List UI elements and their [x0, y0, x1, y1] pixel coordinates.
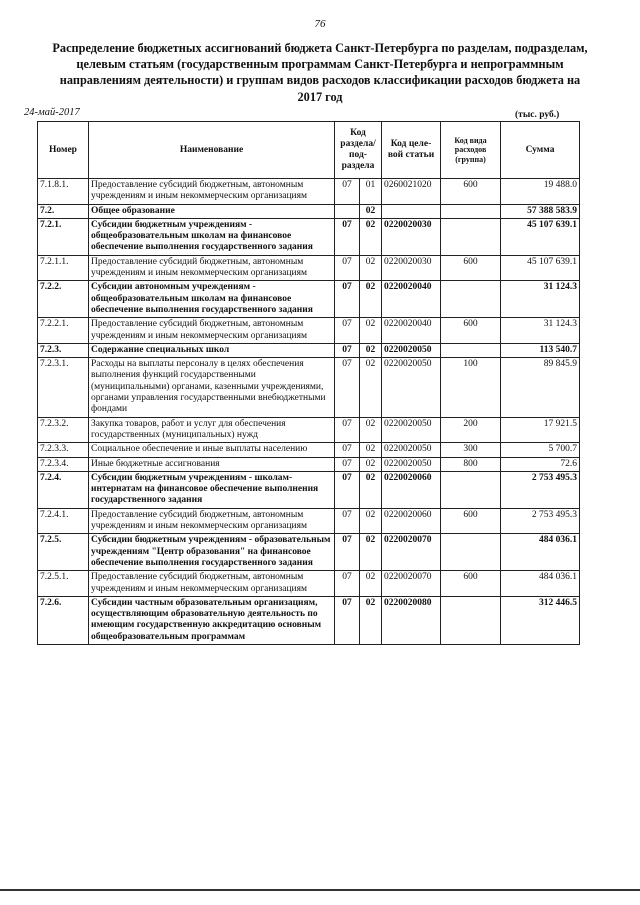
- row-subsection-code: 02: [360, 281, 382, 318]
- row-subsection-code: 02: [360, 471, 382, 508]
- row-sum: 31 124.3: [501, 318, 580, 344]
- row-subsection-code: 02: [360, 318, 382, 344]
- row-name: Закупка товаров, работ и услуг для обеспечения государственных (муниципальных) нужд: [89, 417, 335, 443]
- row-number: 7.2.2.1.: [38, 318, 89, 344]
- row-section-code: 07: [335, 255, 360, 281]
- row-number: 7.2.3.1.: [38, 358, 89, 417]
- page-bottom-rule: [0, 889, 640, 891]
- row-expense-group: 600: [441, 508, 501, 534]
- row-expense-group: 300: [441, 443, 501, 457]
- row-expense-group: [441, 534, 501, 571]
- table-row: [38, 457, 580, 471]
- row-name: Предоставление субсидий бюджетным, автономным учреждениям и иным некоммерческим организациям: [89, 179, 335, 205]
- row-section-code: 07: [335, 534, 360, 571]
- table-header-row: [38, 122, 580, 179]
- row-expense-group: [441, 281, 501, 318]
- row-name: Общее образование: [89, 204, 335, 218]
- row-subsection-code: 02: [360, 457, 382, 471]
- row-name: Предоставление субсидий бюджетным, автономным учреждениям и иным некоммерческим организациям: [89, 508, 335, 534]
- row-sum: 484 036.1: [501, 571, 580, 597]
- row-expense-group: 800: [441, 457, 501, 471]
- row-name: Содержание специальных школ: [89, 343, 335, 357]
- row-number: 7.2.1.1.: [38, 255, 89, 281]
- row-subsection-code: 02: [360, 417, 382, 443]
- row-sum: 484 036.1: [501, 534, 580, 571]
- table-row: [38, 534, 580, 571]
- row-section-code: 07: [335, 471, 360, 508]
- row-subsection-code: 02: [360, 508, 382, 534]
- row-article-code: 0220020060: [382, 508, 441, 534]
- row-section-code: 07: [335, 417, 360, 443]
- table-row: [38, 218, 580, 255]
- row-section-code: 07: [335, 218, 360, 255]
- row-name: Социальное обеспечение и иные выплаты населению: [89, 443, 335, 457]
- row-expense-group: [441, 596, 501, 644]
- row-article-code: 0220020050: [382, 443, 441, 457]
- row-section-code: 07: [335, 358, 360, 417]
- row-article-code: 0220020070: [382, 534, 441, 571]
- table-row: [38, 508, 580, 534]
- row-number: 7.2.4.1.: [38, 508, 89, 534]
- table-row: [38, 179, 580, 205]
- table-row: [38, 281, 580, 318]
- row-name: Субсидии бюджетным учреждениям - школам-интернатам на финансовое обеспечение выполнения государственного задания: [89, 471, 335, 508]
- row-article-code: 0220020050: [382, 343, 441, 357]
- table-row: [38, 571, 580, 597]
- table-row: [38, 255, 580, 281]
- table-row: [38, 443, 580, 457]
- row-subsection-code: 02: [360, 358, 382, 417]
- header-section-code: Код раздела/ под-раздела: [335, 122, 382, 179]
- row-sum: 2 753 495.3: [501, 471, 580, 508]
- document-title: Распределение бюджетных ассигнований бюджета Санкт-Петербурга по разделам, подразделам, целевым статьям (государственным программам Санкт-Петербурга и непрограммным направлениям деятельности) и группам видов расходов классификации расходов бюджета на 2017 год: [52, 41, 588, 104]
- row-article-code: 0220020040: [382, 281, 441, 318]
- table-row: [38, 417, 580, 443]
- row-name: Субсидии автономным учреждениям - общеобразовательным школам на финансовое обеспечение выполнения государственного задания: [89, 281, 335, 318]
- row-subsection-code: 02: [360, 204, 382, 218]
- row-sum: 89 845.9: [501, 358, 580, 417]
- row-section-code: 07: [335, 281, 360, 318]
- row-name: Предоставление субсидий бюджетным, автономным учреждениям и иным некоммерческим организациям: [89, 255, 335, 281]
- row-expense-group: [441, 204, 501, 218]
- row-expense-group: 600: [441, 571, 501, 597]
- row-name: Расходы на выплаты персоналу в целях обеспечения выполнения функций государственными (муниципальными) органами, казенными учреждениями, органами управления государственными внебюджетными фондами: [89, 358, 335, 417]
- row-article-code: 0220020040: [382, 318, 441, 344]
- row-sum: 57 388 583.9: [501, 204, 580, 218]
- row-name: Иные бюджетные ассигнования: [89, 457, 335, 471]
- row-section-code: 07: [335, 457, 360, 471]
- row-number: 7.2.5.: [38, 534, 89, 571]
- header-sum: Сумма: [501, 122, 580, 179]
- row-section-code: 07: [335, 596, 360, 644]
- row-article-code: 0220020030: [382, 255, 441, 281]
- row-section-code: [335, 204, 360, 218]
- row-expense-group: 600: [441, 179, 501, 205]
- row-sum: 19 488.0: [501, 179, 580, 205]
- row-number: 7.2.: [38, 204, 89, 218]
- row-expense-group: 200: [441, 417, 501, 443]
- row-expense-group: [441, 343, 501, 357]
- row-subsection-code: 02: [360, 571, 382, 597]
- row-expense-group: 600: [441, 318, 501, 344]
- row-sum: 72.6: [501, 457, 580, 471]
- row-number: 7.1.8.1.: [38, 179, 89, 205]
- row-name: Предоставление субсидий бюджетным, автономным учреждениям и иным некоммерческим организациям: [89, 571, 335, 597]
- row-subsection-code: 02: [360, 534, 382, 571]
- row-number: 7.2.4.: [38, 471, 89, 508]
- row-section-code: 07: [335, 508, 360, 534]
- row-sum: 45 107 639.1: [501, 218, 580, 255]
- row-article-code: 0220020030: [382, 218, 441, 255]
- table-row: [38, 471, 580, 508]
- row-number: 7.2.5.1.: [38, 571, 89, 597]
- row-number: 7.2.3.2.: [38, 417, 89, 443]
- row-subsection-code: 02: [360, 443, 382, 457]
- table-row: [38, 358, 580, 417]
- row-number: 7.2.2.: [38, 281, 89, 318]
- row-sum: 31 124.3: [501, 281, 580, 318]
- row-expense-group: 100: [441, 358, 501, 417]
- page-number: 76: [314, 18, 326, 30]
- row-section-code: 07: [335, 179, 360, 205]
- row-article-code: 0220020070: [382, 571, 441, 597]
- row-number: 7.2.3.: [38, 343, 89, 357]
- document-date: 24-май-2017: [24, 107, 80, 118]
- row-section-code: 07: [335, 443, 360, 457]
- row-article-code: 0220020050: [382, 358, 441, 417]
- row-subsection-code: 02: [360, 255, 382, 281]
- row-expense-group: [441, 471, 501, 508]
- row-sum: 312 446.5: [501, 596, 580, 644]
- row-article-code: 0220020060: [382, 471, 441, 508]
- row-expense-group: [441, 218, 501, 255]
- row-sum: 45 107 639.1: [501, 255, 580, 281]
- budget-table: [37, 121, 580, 645]
- header-number: Номер: [38, 122, 89, 179]
- row-name: Субсидии бюджетным учреждениям - общеобразовательным школам на финансовое обеспечение выполнения государственного задания: [89, 218, 335, 255]
- row-name: Предоставление субсидий бюджетным, автономным учреждениям и иным некоммерческим организациям: [89, 318, 335, 344]
- table-body: [38, 179, 580, 645]
- row-number: 7.2.3.3.: [38, 443, 89, 457]
- row-expense-group: 600: [441, 255, 501, 281]
- row-name: Субсидии бюджетным учреждениям - образовательным учреждениям "Центр образования" на финансовое обеспечение выполнения государственного задания: [89, 534, 335, 571]
- row-article-code: 0220020050: [382, 457, 441, 471]
- row-sum: 17 921.5: [501, 417, 580, 443]
- row-article-code: [382, 204, 441, 218]
- units-label: (тыс. руб.): [515, 110, 560, 120]
- row-sum: 5 700.7: [501, 443, 580, 457]
- table-row: [38, 596, 580, 644]
- row-name: Субсидии частным образовательным организациям, осуществляющим образовательную деятельность по имеющим государственную аккредитацию основным общеобразовательным программам: [89, 596, 335, 644]
- row-sum: 113 540.7: [501, 343, 580, 357]
- row-section-code: 07: [335, 318, 360, 344]
- row-sum: 2 753 495.3: [501, 508, 580, 534]
- row-number: 7.2.1.: [38, 218, 89, 255]
- row-article-code: 0220020050: [382, 417, 441, 443]
- row-article-code: 0220020080: [382, 596, 441, 644]
- table-row: [38, 318, 580, 344]
- row-number: 7.2.3.4.: [38, 457, 89, 471]
- row-article-code: 0260021020: [382, 179, 441, 205]
- row-subsection-code: 02: [360, 218, 382, 255]
- row-subsection-code: 02: [360, 596, 382, 644]
- row-subsection-code: 01: [360, 179, 382, 205]
- header-article-code: Код целе-вой статьи: [382, 122, 441, 179]
- table-row: [38, 343, 580, 357]
- header-expense-group: Код вида расходов (группа): [441, 122, 501, 179]
- row-section-code: 07: [335, 571, 360, 597]
- header-name: Наименование: [89, 122, 335, 179]
- row-section-code: 07: [335, 343, 360, 357]
- row-number: 7.2.6.: [38, 596, 89, 644]
- row-subsection-code: 02: [360, 343, 382, 357]
- table-row: [38, 204, 580, 218]
